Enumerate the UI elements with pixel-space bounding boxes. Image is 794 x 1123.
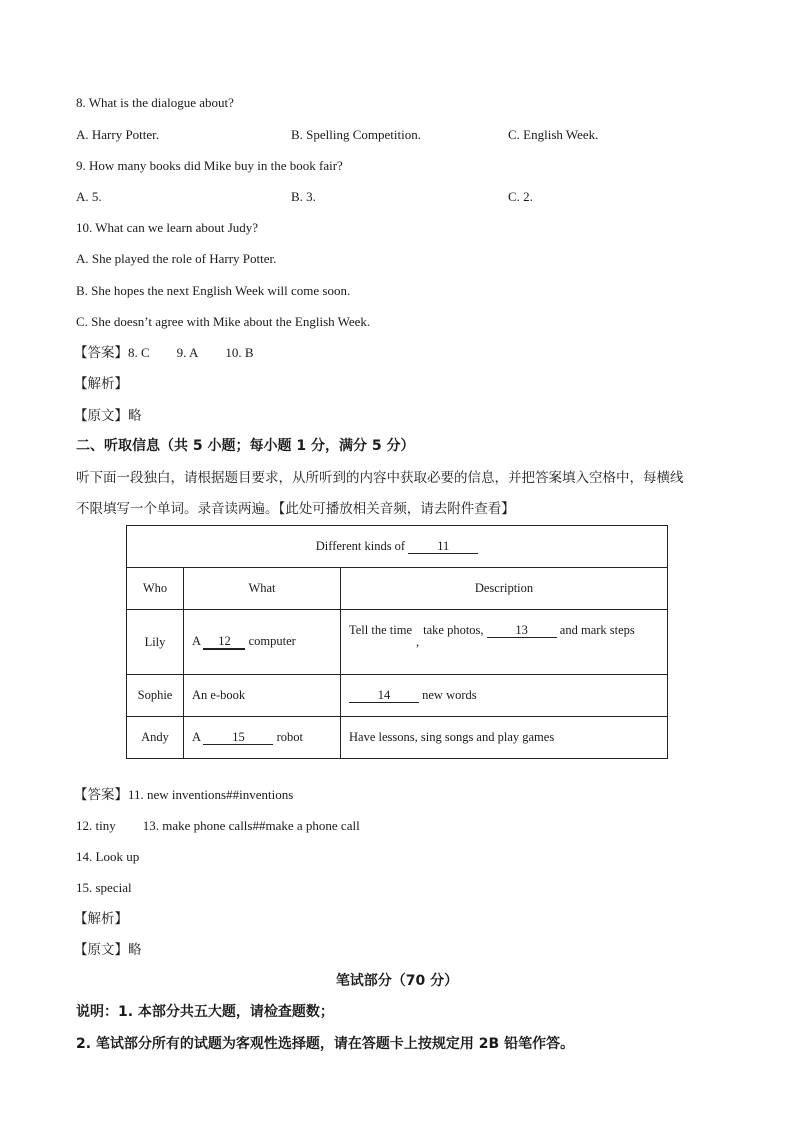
table-row <box>127 717 668 759</box>
table-header-row <box>127 568 668 610</box>
blank-15: 15 <box>203 730 273 745</box>
description-suffix: and mark steps <box>559 623 635 637</box>
part1-original-text: 【原文】略 <box>74 408 142 424</box>
what-prefix: A <box>192 730 201 744</box>
q8-option-c: C. English Week. <box>508 127 599 142</box>
description-middle: take photos, <box>423 623 484 637</box>
answer-13: 13. make phone calls##make a phone call <box>142 818 360 833</box>
section-2-instruction-2: 不限填写一个单词。录音读两遍。【此处可播放相关音频，请去附件查看】 <box>76 501 515 517</box>
part2-answer <box>74 787 293 803</box>
q10-option-a: A. She played the role of Harry Potter. <box>76 251 277 266</box>
description-prefix: Tell the time <box>349 623 412 637</box>
description-cell <box>341 675 668 717</box>
answer-12: 12. tiny <box>76 818 116 833</box>
table-title-text: Different kinds of <box>315 539 406 553</box>
blank-14: 14 <box>349 688 419 703</box>
what-suffix: robot <box>276 730 303 744</box>
blank-13: 13 <box>487 623 557 638</box>
answer-label: 【答案】 <box>74 345 128 361</box>
what-prefix: A <box>192 634 201 648</box>
description-comma: , <box>416 635 420 649</box>
q10-option-c: C. She doesn’t agree with Mike about the English Week. <box>76 314 371 329</box>
answer-label: 【答案】 <box>74 787 128 803</box>
what-suffix: computer <box>248 634 296 648</box>
part2-answer-12-13 <box>76 818 360 834</box>
part2-original-text: 【原文】略 <box>74 942 142 958</box>
description-suffix: new words <box>422 688 477 702</box>
written-section-title: 笔试部分（70 分） <box>335 973 459 989</box>
who-cell: Sophie <box>127 675 184 717</box>
q9-option-c: C. 2. <box>508 189 533 204</box>
what-cell <box>184 610 341 675</box>
question-8: 8. What is the dialogue about? <box>76 95 234 110</box>
part1-answer <box>74 345 254 361</box>
question-9: 9. How many books did Mike buy in the book fair? <box>76 158 343 173</box>
q8-option-b: B. Spelling Competition. <box>291 127 422 142</box>
blank-11: 11 <box>408 539 478 554</box>
header-description: Description <box>341 568 668 610</box>
table-row <box>127 675 668 717</box>
answer-10: 10. B <box>225 345 254 360</box>
table-title-cell <box>127 526 668 568</box>
table-row <box>127 610 668 675</box>
blank-12: 12 <box>203 634 245 650</box>
written-note-1: 说明：1. 本部分共五大题，请检查题数； <box>76 1004 334 1020</box>
table-title-row <box>127 526 668 568</box>
answer-14: 14. Look up <box>76 849 140 864</box>
answer-15: 15. special <box>76 880 132 895</box>
q10-option-b: B. She hopes the next English Week will come soon. <box>76 283 351 298</box>
description-cell <box>341 610 668 675</box>
who-cell: Lily <box>127 610 184 675</box>
written-note-2: 2. 笔试部分所有的试题为客观性选择题，请在答题卡上按规定用 2B 铅笔作答。 <box>76 1036 575 1052</box>
section-2-instruction-1: 听下面一段独白，请根据题目要求，从所听到的内容中获取必要的信息，并把答案填入空格中，每横线 <box>76 470 684 486</box>
part2-analysis: 【解析】 <box>74 911 128 927</box>
question-10: 10. What can we learn about Judy? <box>76 220 259 235</box>
inventions-table <box>126 525 668 759</box>
answer-8: 8. C <box>128 345 150 360</box>
who-cell: Andy <box>127 717 184 759</box>
q8-option-a: A. Harry Potter. <box>76 127 160 142</box>
part1-analysis: 【解析】 <box>74 376 128 392</box>
q9-option-a: A. 5. <box>76 189 102 204</box>
header-who: Who <box>127 568 184 610</box>
answer-11: 11. new inventions##inventions <box>128 787 294 802</box>
what-cell: An e-book <box>184 675 341 717</box>
header-what: What <box>184 568 341 610</box>
section-2-title: 二、听取信息（共 5 小题；每小题 1 分，满分 5 分） <box>76 438 415 454</box>
q9-option-b: B. 3. <box>291 189 316 204</box>
what-cell <box>184 717 341 759</box>
answer-9: 9. A <box>176 345 199 360</box>
description-cell: Have lessons, sing songs and play games <box>341 717 668 759</box>
